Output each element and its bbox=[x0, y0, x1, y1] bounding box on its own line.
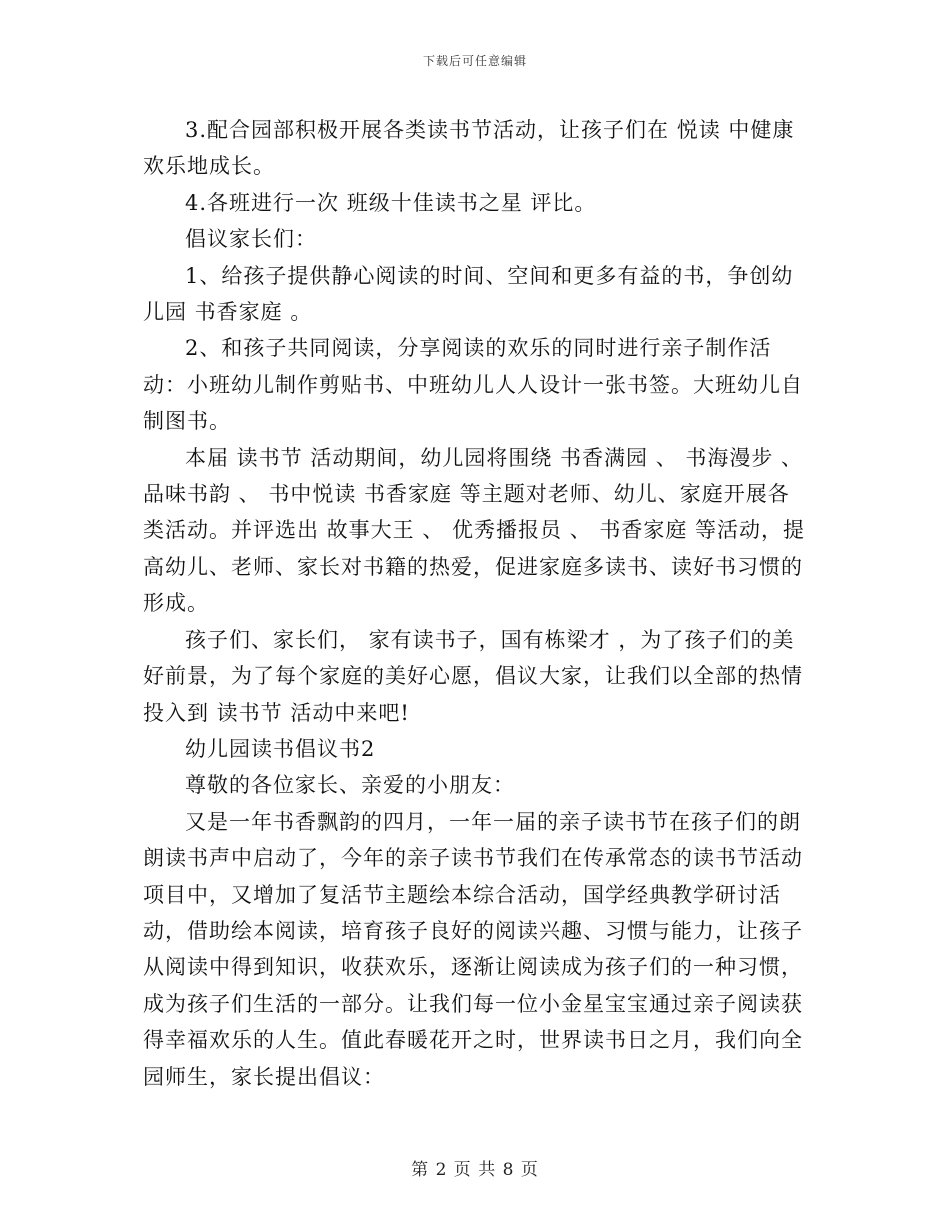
page-number: 第 2 页 共 8 页 bbox=[411, 1160, 539, 1180]
paragraph: 4.各班进行一次 班级十佳读书之星 评比。 bbox=[185, 190, 597, 215]
paragraph: 1、给孩子提供静心阅读的时间、空间和更多有益的书，争创幼儿园 书香家庭 。 bbox=[143, 263, 794, 325]
page-header: 下载后可任意编辑 bbox=[422, 54, 527, 68]
paragraph: 又是一年书香飘韵的四月，一年一届的亲子读书节在孩子们的朗朗读书声中启动了，今年的亲子读书节我们在传承常态的读书节活动项目中，又增加了复活节主题绘本综合活动，国学经典教学研讨活动，借助绘本阅读，培育孩子良好的阅读兴趣、习惯与能力，让孩子从阅读中得到知识，收获欢乐，逐渐让阅读成为孩子们的一种习惯，成为孩子们生活的一部分。让我们每一位小金星宝宝通过亲子阅读获得幸福欢乐的人生。值此春暖花开之时，世界读书日之月，我们向全园师生，家长提出倡议： bbox=[143, 809, 803, 1089]
document-body bbox=[143, 112, 807, 1095]
paragraph: 孩子们、家长们， 家有读书子，国有栋梁才 ，为了孩子们的美好前景，为了每个家庭的美好心愿，倡议大家，让我们以全部的热情投入到 读书节 活动中来吧! bbox=[143, 627, 803, 725]
salutation: 尊敬的各位家长、亲爱的小朋友： bbox=[185, 773, 515, 798]
section-title: 幼儿园读书倡议书2 bbox=[185, 736, 376, 761]
paragraph: 本届 读书节 活动期间，幼儿园将围绕 书香满园 、 书海漫步 、 品味书韵 、 书中悦读 书香家庭 等主题对老师、幼儿、家庭开展各类活动。并评选出 故事大王 、 优秀播报员 、 书香家庭 等活动，提高幼儿、老师、家长对书籍的热爱，促进家庭多读书、读好书习惯的形成。 bbox=[143, 445, 806, 616]
paragraph: 倡议家长们： bbox=[185, 227, 317, 252]
paragraph: 2、和孩子共同阅读，分享阅读的欢乐的同时进行亲子制作活动：小班幼儿制作剪贴书、中班幼儿人人设计一张书签。大班幼儿自制图书。 bbox=[143, 336, 803, 434]
paragraph: 3.配合园部积极开展各类读书节活动，让孩子们在 悦读 中健康欢乐地成长。 bbox=[143, 118, 795, 179]
